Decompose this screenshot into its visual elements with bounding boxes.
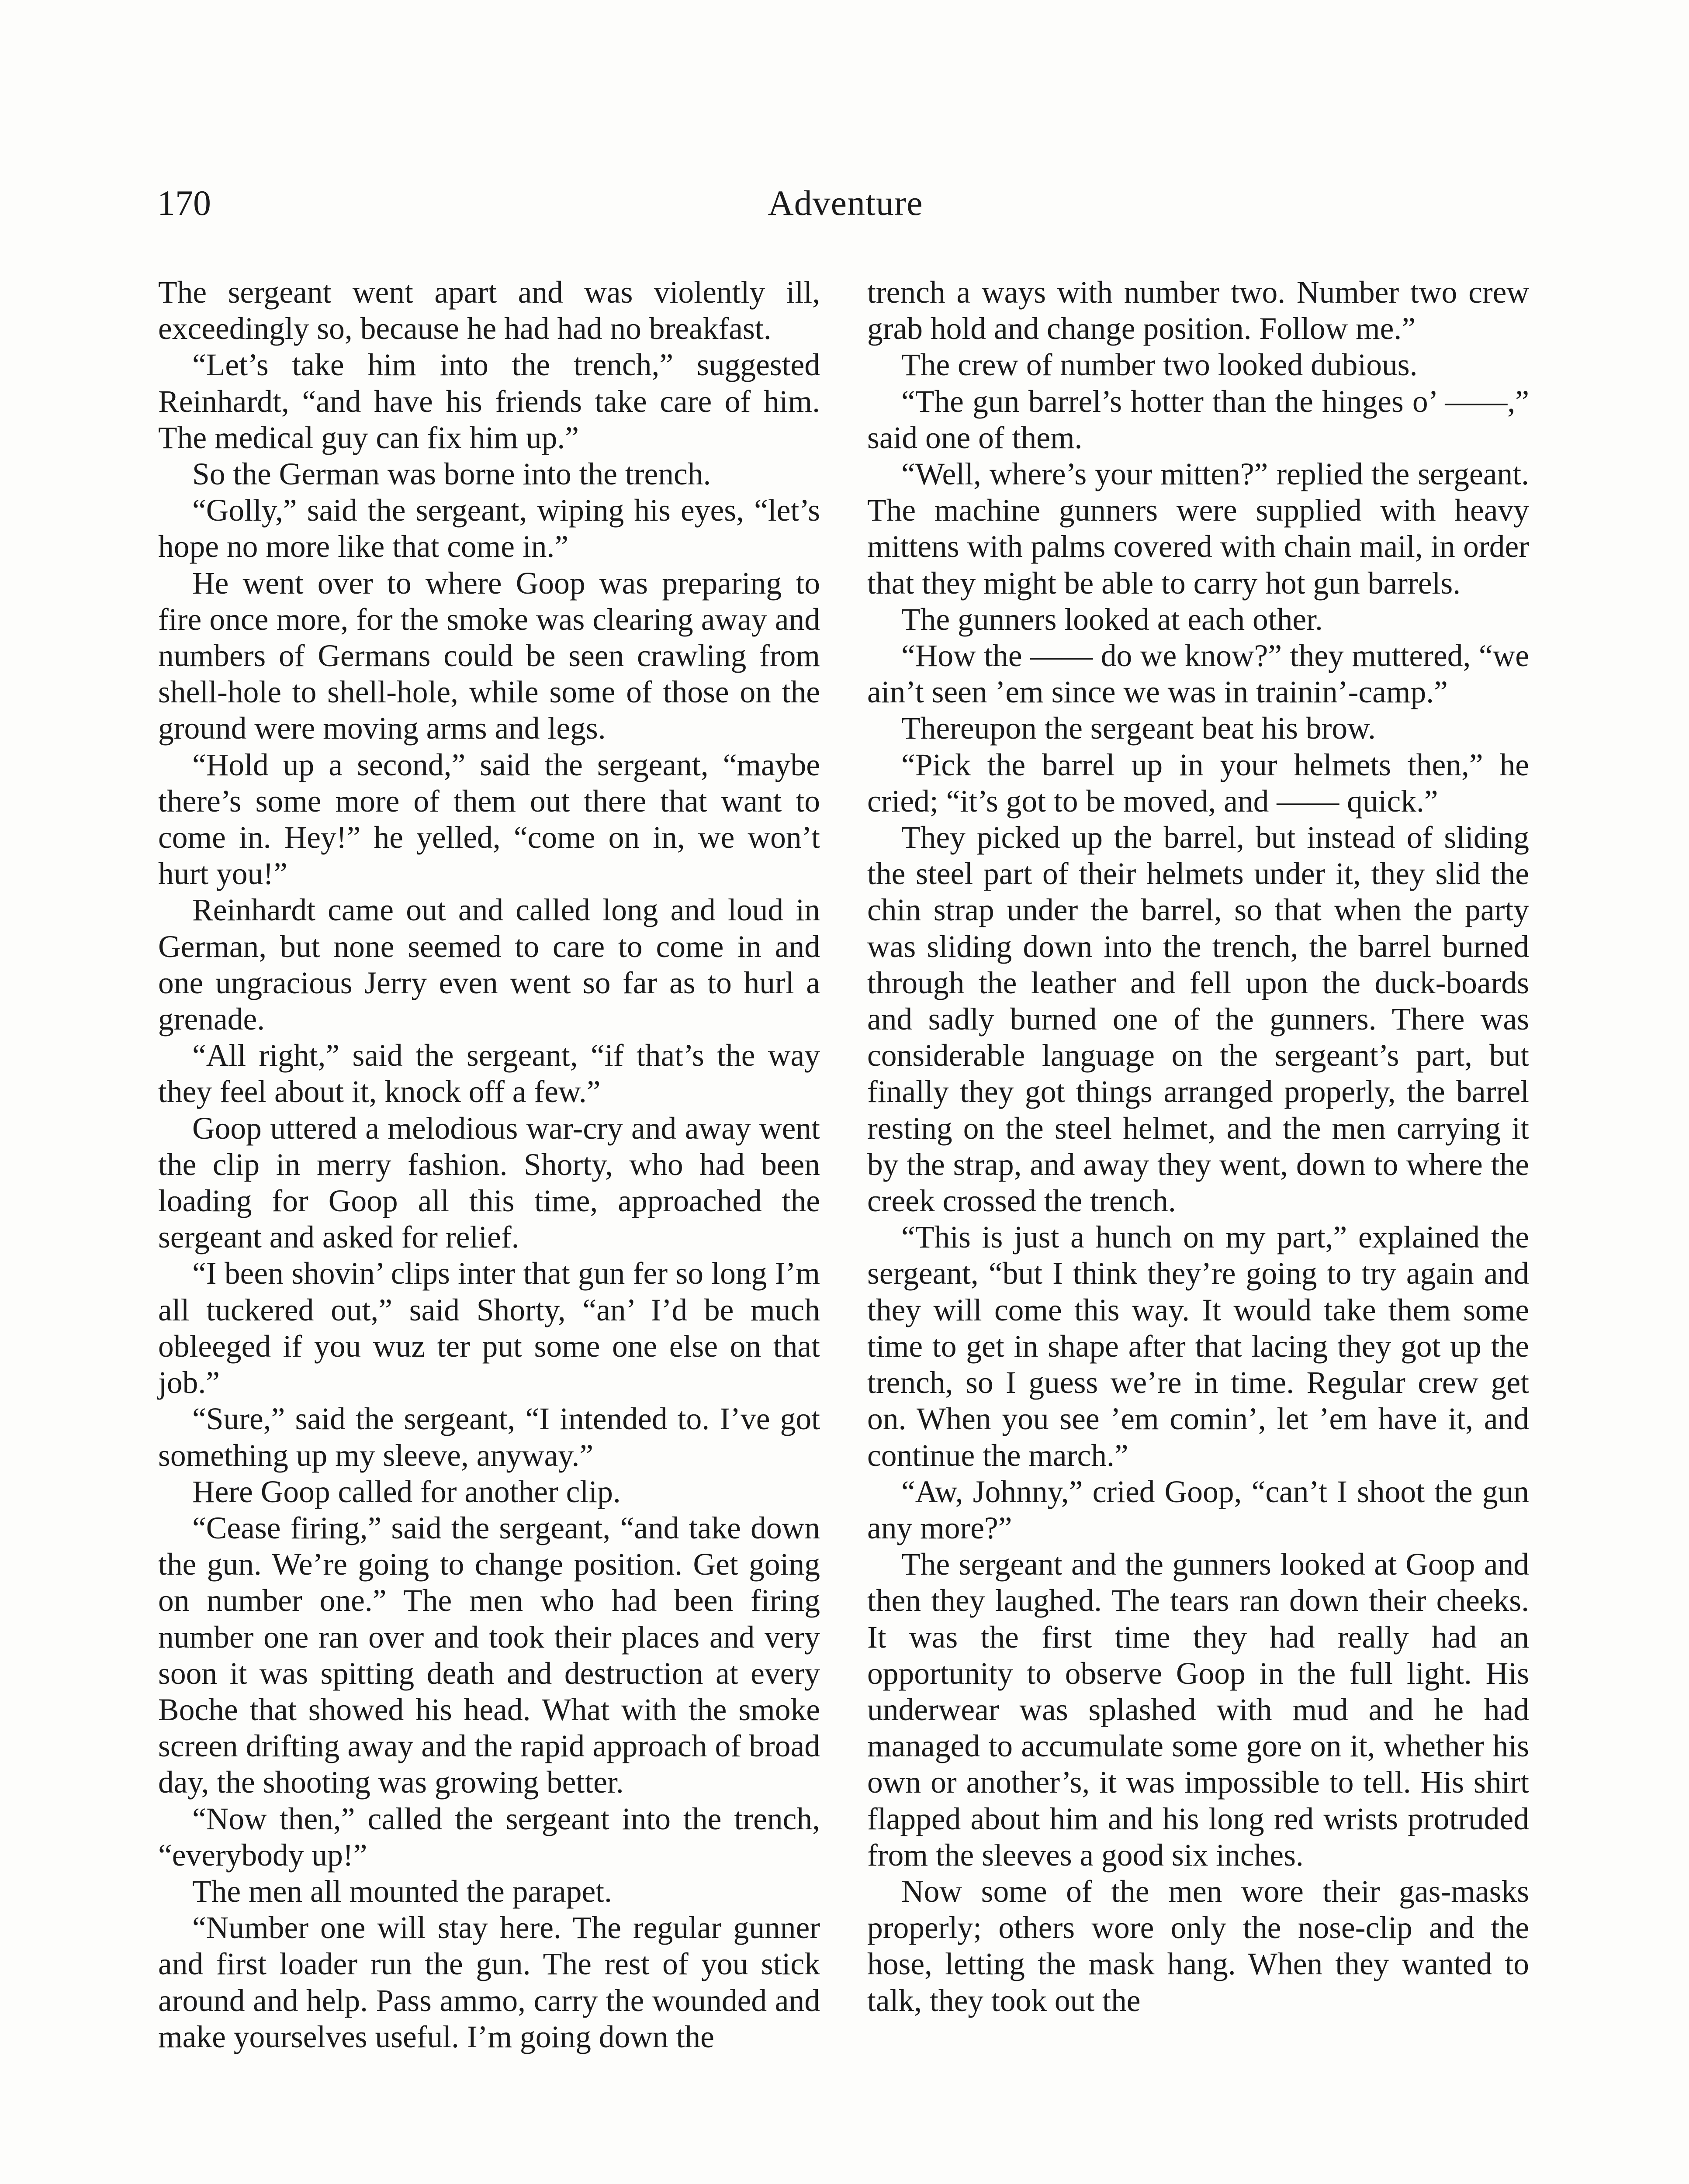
paragraph: Here Goop called for another clip. [192, 1474, 621, 1509]
paragraph: They picked up the barrel, but instead of sliding the steel part of their helmets under it, they slid the chin strap under the barrel, so that when the party was sliding down into the trench, the barrel burned through the leather and fell upon the duck-boards and sadly burned one of the gunners. There was considerable language on the sergeant’s part, but finally they got things arranged properly, the barrel resting on the steel helmet, and the men carrying it by the strap, and away they went, down to where the creek crossed the trench. [867, 820, 1529, 1219]
right-column [867, 274, 1529, 2019]
paragraph: The gunners looked at each other. [901, 602, 1323, 637]
running-title: Adventure [768, 183, 923, 223]
paragraph: “Hold up a second,” said the sergeant, “maybe there’s some more of them out there that want to come in. Hey!” he yelled, “come on in, we won’t hurt you!” [158, 747, 820, 892]
paragraph: “Cease firing,” said the sergeant, “and take down the gun. We’re going to change position. Get going on number one.” The men who had been firing number one ran over and took their places and very soon it was spitting death and destruction at every Boche that showed his head. What with the smoke screen drifting away and the rapid approach of broad day, the shooting was growing better. [158, 1510, 820, 1800]
paragraph: “Let’s take him into the trench,” suggested Reinhardt, “and have his friends take care of him. The medical guy can fix him up.” [158, 348, 820, 455]
paragraph: The sergeant went apart and was violently ill, exceedingly so, because he had had no breakfast. [158, 275, 820, 346]
paragraph: Reinhardt came out and called long and loud in German, but none seemed to care to come in and one ungracious Jerry even went so far as to hurl a grenade. [158, 893, 820, 1037]
paragraph: “Aw, Johnny,” cried Goop, “can’t I shoot the gun any more?” [867, 1474, 1529, 1545]
paragraph: Goop uttered a melodious war-cry and away went the clip in merry fashion. Shorty, who had been loading for Goop all this time, approached the sergeant and asked for relief. [158, 1111, 820, 1255]
paragraph: “Well, where’s your mitten?” replied the sergeant. The machine gunners were supplied with heavy mittens with palms covered with chain mail, in order that they might be able to carry hot gun barrels. [867, 457, 1529, 601]
paragraph: “Number one will stay here. The regular gunner and first loader run the gun. The rest of you stick around and help. Pass ammo, carry the wounded and make yourselves useful. I’m going down the [158, 1911, 820, 2054]
paragraph: “All right,” said the sergeant, “if that’s the way they feel about it, knock off a few.” [158, 1038, 820, 1109]
paragraph: The men all mounted the parapet. [192, 1874, 612, 1909]
paragraph: “Now then,” called the sergeant into the trench, “everybody up!” [158, 1801, 820, 1873]
paragraph: “I been shovin’ clips inter that gun fer so long I’m all tuckered out,” said Shorty, “an’ I’d be much obleeged if you wuz ter put some one else on that job.” [158, 1256, 820, 1400]
page-header [157, 179, 1533, 227]
paragraph: “Golly,” said the sergeant, wiping his eyes, “let’s hope no more like that come in.” [158, 493, 820, 564]
paragraph: “How the —— do we know?” they muttered, “we ain’t seen ’em since we was in trainin’-camp.” [867, 639, 1529, 710]
paragraph: Thereupon the sergeant beat his brow. [901, 711, 1376, 746]
paragraph: trench a ways with number two. Number two crew grab hold and change position. Follow me.” [867, 275, 1529, 346]
paragraph: So the German was borne into the trench. [192, 457, 711, 492]
paragraph: The crew of number two looked dubious. [901, 348, 1418, 383]
paragraph: Now some of the men wore their gas-masks properly; others wore only the nose-clip and the hose, letting the mask hang. When they wanted to talk, they took out the [867, 1874, 1529, 2018]
page-number: 170 [157, 183, 211, 223]
left-column [158, 274, 820, 2055]
paragraph: “This is just a hunch on my part,” explained the sergeant, “but I think they’re going to try again and they will come this way. It would take them some time to get in shape after that lacing they got up the trench, so I guess we’re in time. Regular crew get on. When you see ’em comin’, let ’em have it, and continue the march.” [867, 1220, 1529, 1473]
paragraph: “The gun barrel’s hotter than the hinges o’ ——,” said one of them. [867, 384, 1529, 455]
paragraph: “Sure,” said the sergeant, “I intended to. I’ve got something up my sleeve, anyway.” [158, 1402, 820, 1473]
paragraph: “Pick the barrel up in your helmets then,” he cried; “it’s got to be moved, and —— quick.” [867, 747, 1529, 819]
paragraph: The sergeant and the gunners looked at Goop and then they laughed. The tears ran down their cheeks. It was the first time they had really had an opportunity to observe Goop in the full light. His underwear was splashed with mud and he had managed to accumulate some gore on it, whether his own or another’s, it was impossible to tell. His shirt flapped about him and his long red wrists protruded from the sleeves a good six inches. [867, 1547, 1529, 1873]
paragraph: He went over to where Goop was preparing to fire once more, for the smoke was clearing away and numbers of Germans could be seen crawling from shell-hole to shell-hole, while some of those on the ground were moving arms and legs. [158, 566, 820, 746]
